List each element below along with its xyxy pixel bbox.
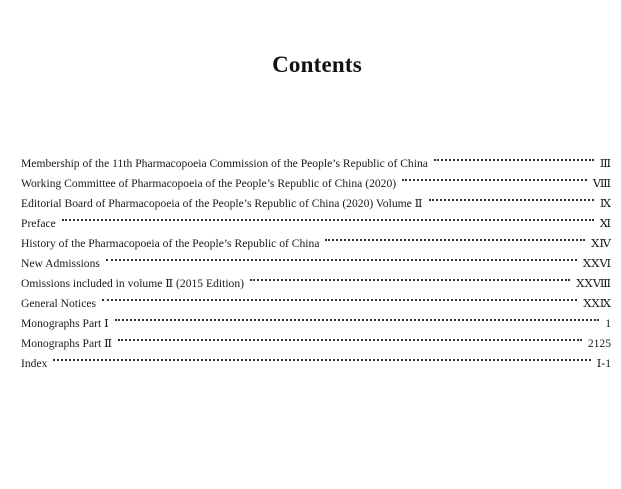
toc-entry-preface[interactable] — [21, 207, 611, 230]
toc-entry-new-admissions[interactable] — [21, 247, 611, 270]
toc-leader-dots — [429, 187, 594, 207]
toc-leader-dots — [115, 307, 600, 327]
toc-entry-label: Preface — [21, 217, 56, 230]
toc-entry-page: Ⅸ — [599, 197, 611, 210]
toc-entry-label: Monographs Part Ⅰ — [21, 317, 109, 330]
toc-entry-page: 2125 — [587, 337, 611, 350]
page-title: Contents — [272, 52, 362, 77]
toc-entry-label: History of the Pharmacopoeia of the People’s Republic of China — [21, 237, 320, 250]
toc-entry-label: Editorial Board of Pharmacopoeia of the People’s Republic of China (2020) Volume Ⅱ — [21, 197, 423, 210]
toc-entry-index[interactable] — [21, 347, 611, 370]
toc-entry-label: New Admissions — [21, 257, 100, 270]
toc-entry-label: Omissions included in volume Ⅱ (2015 Edition) — [21, 277, 244, 290]
toc-entry-page: ⅩⅣ — [591, 237, 611, 250]
toc-entry-label: General Notices — [21, 297, 97, 310]
toc-leader-dots — [106, 247, 577, 267]
toc-entry-page: 1 — [605, 317, 611, 330]
toc-leader-dots — [325, 227, 585, 247]
toc-leader-dots — [102, 287, 577, 307]
table-of-contents — [21, 147, 611, 370]
toc-leader-dots — [250, 267, 570, 287]
toc-entry-omissions[interactable] — [21, 267, 611, 290]
toc-entry-page: ⅩⅩⅧ — [576, 277, 611, 290]
toc-entry-monographs-part-1[interactable] — [21, 307, 611, 330]
toc-entry-page: ⅩⅩⅨ — [583, 297, 611, 310]
toc-entry-page: Ⅷ — [592, 177, 611, 190]
toc-entry-page: Ⅺ — [599, 217, 611, 230]
toc-leader-dots — [62, 207, 594, 227]
toc-entry-membership[interactable] — [21, 147, 611, 170]
toc-entry-page: Ⅰ-1 — [596, 357, 611, 370]
toc-entry-label: Monographs Part Ⅱ — [21, 337, 112, 350]
toc-leader-dots — [402, 167, 587, 187]
toc-entry-history[interactable] — [21, 227, 611, 250]
toc-entry-general-notices[interactable] — [21, 287, 611, 310]
toc-entry-page: Ⅲ — [599, 157, 611, 170]
toc-entry-page: ⅩⅩⅥ — [582, 257, 611, 270]
toc-entry-label: Membership of the 11th Pharmacopoeia Commission of the People’s Republic of China — [21, 157, 428, 170]
toc-leader-dots — [53, 347, 590, 367]
toc-entry-label: Working Committee of Pharmacopoeia of the People’s Republic of China (2020) — [21, 177, 397, 190]
toc-entry-label: Index — [21, 357, 48, 370]
toc-leader-dots — [118, 327, 582, 347]
toc-leader-dots — [434, 147, 594, 167]
